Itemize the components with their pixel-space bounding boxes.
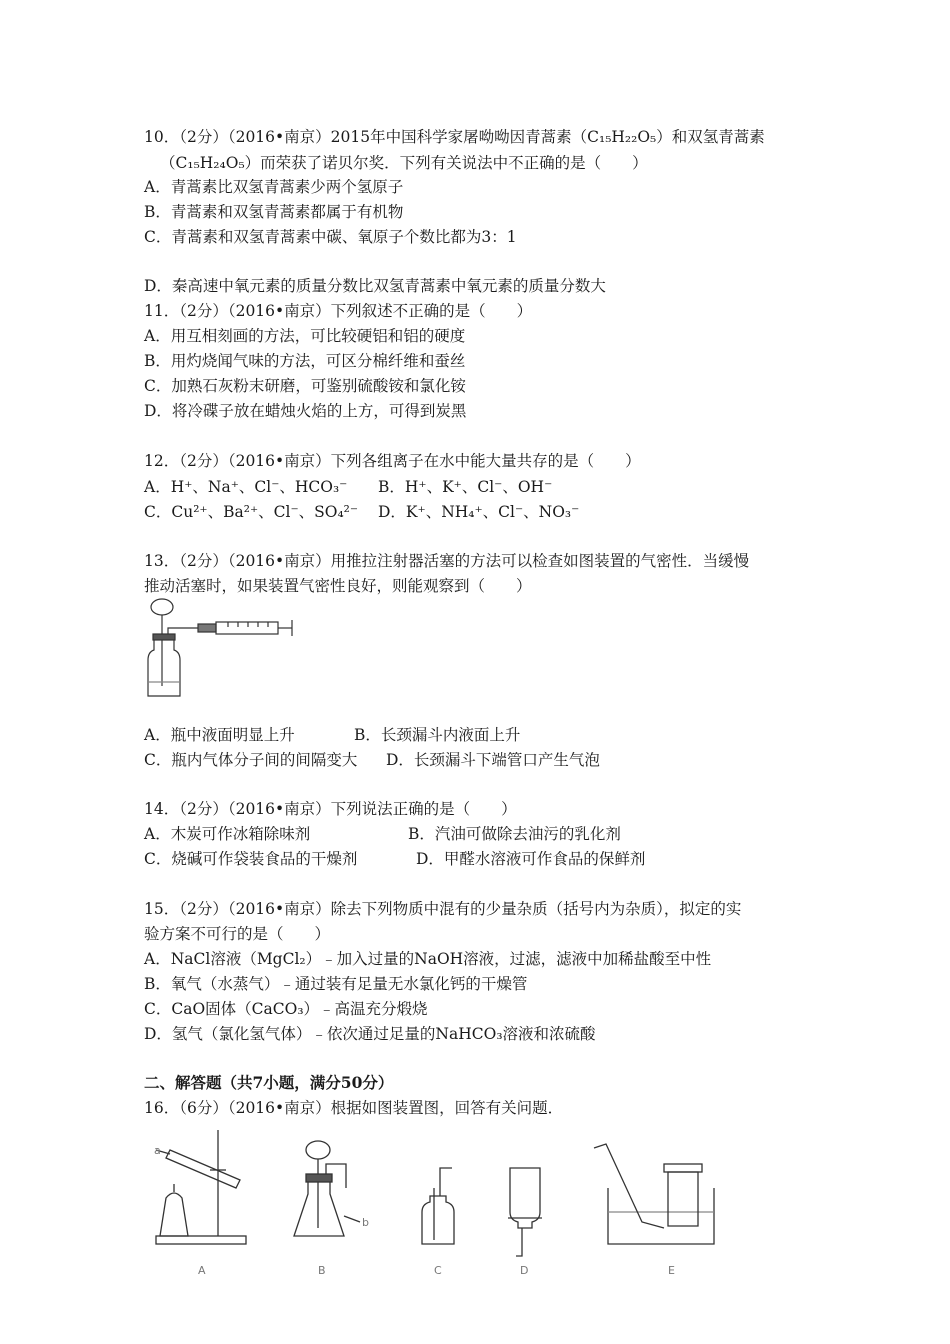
q11-option-d: D．将冷碟子放在蜡烛火焰的上方，可得到炭黑	[144, 402, 467, 420]
q16-caption-c: C	[434, 1264, 442, 1277]
q13-option-d: D．长颈漏斗下端管口产生气泡	[386, 751, 600, 769]
q15-stem-line1: 15．（2分）（2016•南京）除去下列物质中混有的少量杂质（括号内为杂质），拟定的实	[144, 900, 742, 918]
apparatus-e	[594, 1144, 714, 1244]
q10-option-c: C．青蒿素和双氢青蒿素中碳、氧原子个数比都为3：1	[144, 228, 517, 246]
apparatus-c	[422, 1168, 454, 1244]
q10-stem-line2: （C₁₅H₂₄O₅）而荣获了诺贝尔奖．下列有关说法中不正确的是（ ）	[160, 154, 648, 172]
q13-apparatus-figure	[140, 598, 300, 702]
stand-base	[156, 1236, 246, 1244]
q15-stem-line2: 验方案不可行的是（ ）	[144, 925, 331, 943]
apparatus-d	[508, 1168, 542, 1256]
q16-caption-b: B	[318, 1264, 326, 1277]
q15-option-d: D．氢气（氯化氢气体）﹣依次通过足量的NaHCO₃溶液和浓硫酸	[144, 1025, 596, 1043]
q14-stem: 14．（2分）（2016•南京）下列说法正确的是（ ）	[144, 800, 517, 818]
q12-option-d: D．K⁺、NH₄⁺、Cl⁻、NO₃⁻	[378, 503, 580, 521]
alcohol-lamp	[160, 1193, 188, 1236]
delivery-tube	[168, 628, 198, 634]
apparatus-b	[294, 1141, 360, 1236]
q13-option-c: C．瓶内气体分子间的间隔变大	[144, 751, 358, 769]
q10-option-a: A．青蒿素比双氢青蒿素少两个氢原子	[144, 178, 404, 196]
q16-caption-e: E	[668, 1264, 675, 1277]
q14-option-a: A．木炭可作冰箱除味剂	[144, 825, 311, 843]
conical-flask	[294, 1178, 344, 1236]
bottle	[148, 638, 180, 696]
bottle-stopper	[153, 634, 175, 640]
syringe-barrel	[216, 622, 278, 634]
q10-option-d: D．秦高速中氧元素的质量分数比双氢青蒿素中氧元素的质量分数大	[144, 277, 606, 295]
q15-option-a: A．NaCl溶液（MgCl₂）﹣加入过量的NaOH溶液，过滤，滤液中加稀盐酸至中性	[144, 950, 712, 968]
q11-stem: 11．（2分）（2016•南京）下列叙述不正确的是（ ）	[144, 302, 533, 320]
q12-option-c: C．Cu²⁺、Ba²⁺、Cl⁻、SO₄²⁻	[144, 503, 359, 521]
q16-apparatus-figure	[148, 1128, 722, 1278]
q16-caption-a: A	[198, 1264, 206, 1277]
q12-stem: 12．（2分）（2016•南京）下列各组离子在水中能大量共存的是（ ）	[144, 452, 641, 470]
q10-option-b: B．青蒿素和双氢青蒿素都属于有机物	[144, 203, 404, 221]
q13-option-b: B．长颈漏斗内液面上升	[354, 726, 521, 744]
apparatus-a	[156, 1130, 246, 1244]
q16-label-a: a	[154, 1144, 161, 1157]
q11-option-a: A．用互相刻画的方法，可比较硬铝和铝的硬度	[144, 327, 466, 345]
q12-option-b: B．H⁺、K⁺、Cl⁻、OH⁻	[378, 478, 553, 496]
q16-stem: 16．（6分）（2016•南京）根据如图装置图，回答有关问题．	[144, 1099, 564, 1117]
q10-stem-line1: 10．（2分）（2016•南京）2015年中国科学家屠呦呦因青蒿素（C₁₅H₂₂O₅）和双氢青蒿素	[144, 128, 765, 146]
q13-option-a: A．瓶中液面明显上升	[144, 726, 295, 744]
test-tube	[166, 1150, 240, 1188]
q11-option-b: B．用灼烧闻气味的方法，可区分棉纤维和蚕丝	[144, 352, 466, 370]
rubber-connector	[198, 624, 216, 632]
q16-caption-d: D	[520, 1264, 529, 1277]
q13-stem-line1: 13．（2分）（2016•南京）用推拉注射器活塞的方法可以检查如图装置的气密性．当缓慢	[144, 552, 750, 570]
section-heading: 二、解答题（共7小题，满分50分）	[144, 1073, 394, 1092]
funnel-bulb	[151, 599, 173, 615]
q14-option-d: D．甲醛水溶液可作食品的保鲜剂	[416, 850, 646, 868]
q15-option-c: C．CaO固体（CaCO₃）﹣高温充分煅烧	[144, 1000, 428, 1018]
q14-option-c: C．烧碱可作袋装食品的干燥剂	[144, 850, 358, 868]
q12-option-a: A．H⁺、Na⁺、Cl⁻、HCO₃⁻	[144, 478, 348, 496]
q14-option-b: B．汽油可做除去油污的乳化剂	[408, 825, 621, 843]
q16-label-b: b	[362, 1216, 369, 1229]
q15-option-b: B．氧气（水蒸气）﹣通过装有足量无水氯化钙的干燥管	[144, 975, 528, 993]
q13-stem-line2: 推动活塞时，如果装置气密性良好，则能观察到（ ）	[144, 577, 532, 595]
q11-option-c: C．加熟石灰粉末研磨，可鉴别硫酸铵和氯化铵	[144, 377, 466, 395]
